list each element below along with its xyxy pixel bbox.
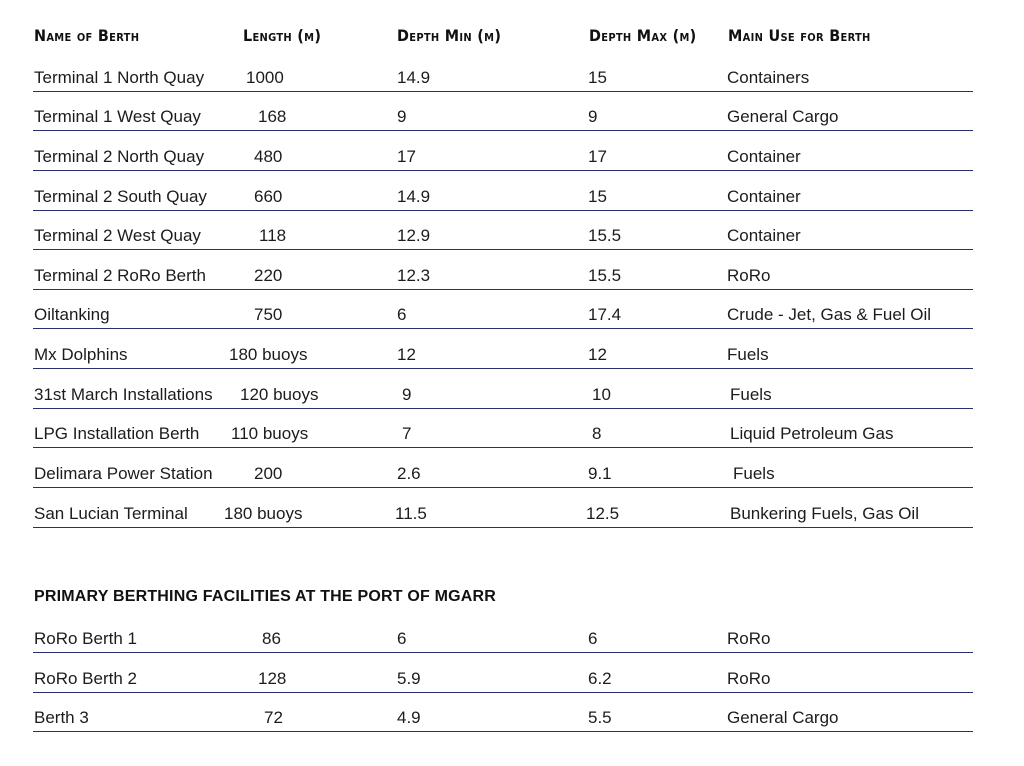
header-depth-max: Depth Max (m) [589,26,697,45]
table-row [0,99,1024,139]
cell-depth-min: 12 [397,345,416,364]
row-divider [33,731,973,732]
cell-depth-max: 12.5 [586,504,620,523]
cell-length: 86 [262,629,281,648]
cell-length: 750 [254,305,283,324]
cell-main-use: RoRo [727,266,771,285]
cell-depth-min: 14.9 [397,187,431,206]
table-row [0,60,1024,100]
table-row [0,700,1024,740]
row-divider [33,692,973,693]
row-divider [33,368,973,369]
cell-depth-min: 5.9 [397,669,421,688]
cell-main-use: Fuels [730,385,772,404]
cell-depth-max: 12 [588,345,607,364]
cell-main-use: Crude - Jet, Gas & Fuel Oil [727,305,932,324]
header-name-of-berth: Name of Berth [34,26,140,45]
cell-name: Mx Dolphins [34,345,128,364]
cell-name: Terminal 2 South Quay [34,187,207,206]
table-header [0,24,1024,50]
cell-main-use: Container [727,226,801,245]
section-title-mgarr: PRIMARY BERTHING FACILITIES AT THE PORT OF MGARR [34,588,497,605]
cell-depth-min: 6 [397,629,407,648]
row-divider [33,130,973,131]
cell-depth-min: 2.6 [397,464,421,483]
row-divider [33,210,973,211]
cell-depth-max: 17 [588,147,607,166]
cell-depth-max: 10 [592,385,611,404]
table-row [0,218,1024,258]
cell-main-use: Fuels [733,464,775,483]
cell-depth-min: 17 [397,147,416,166]
table-row [0,377,1024,417]
cell-depth-max: 6.2 [588,669,612,688]
cell-depth-min: 11.5 [395,504,427,523]
cell-depth-max: 5.5 [588,708,612,727]
cell-depth-min: 12.3 [397,266,431,285]
table-row [0,661,1024,701]
cell-name: 31st March Installations [34,385,213,404]
cell-name: Terminal 2 RoRo Berth [34,266,206,285]
row-divider [33,91,973,92]
cell-name: Terminal 1 North Quay [34,68,205,87]
row-divider [33,328,973,329]
cell-depth-max: 8 [592,424,602,443]
header-main-use: Main Use for Berth [728,26,871,45]
cell-main-use: Containers [727,68,810,87]
cell-depth-max: 15 [588,187,607,206]
cell-name: Delimara Power Station [34,464,213,483]
table-row [0,496,1024,536]
cell-depth-max: 6 [588,629,598,648]
cell-length: 180 buoys [224,504,303,523]
cell-main-use: Bunkering Fuels, Gas Oil [730,504,919,523]
row-divider [33,527,973,528]
cell-name: Oiltanking [34,305,110,324]
table-row [0,621,1024,661]
table-row [0,258,1024,298]
cell-main-use: General Cargo [727,708,839,727]
cell-name: LPG Installation Berth [34,424,200,443]
cell-length: 120 buoys [240,385,319,404]
cell-depth-max: 15 [588,68,607,87]
cell-name: San Lucian Terminal [34,504,188,523]
cell-name: Berth 3 [34,708,89,727]
cell-name: Terminal 2 West Quay [34,226,201,245]
cell-main-use: Container [727,187,801,206]
header-length: Length (m) [243,26,322,45]
row-divider [33,447,973,448]
cell-length: 1000 [246,68,284,87]
row-divider [33,249,973,250]
cell-main-use: RoRo [727,669,771,688]
cell-length: 480 [254,147,283,166]
cell-depth-min: 9 [402,385,412,404]
cell-length: 220 [254,266,283,285]
cell-depth-max: 9.1 [588,464,612,483]
cell-name: Terminal 2 North Quay [34,147,205,166]
cell-length: 660 [254,187,283,206]
cell-main-use: Container [727,147,801,166]
cell-depth-min: 9 [397,107,407,126]
cell-depth-max: 15.5 [588,226,622,245]
table-row [0,139,1024,179]
cell-depth-min: 7 [402,424,412,443]
cell-length: 200 [254,464,283,483]
cell-name: Terminal 1 West Quay [34,107,201,126]
row-divider [33,289,973,290]
cell-length: 128 [258,669,287,688]
cell-length: 118 [259,226,287,245]
row-divider [33,170,973,171]
table-row [0,179,1024,219]
cell-depth-max: 17.4 [588,305,622,324]
row-divider [33,487,973,488]
cell-name: RoRo Berth 1 [34,629,137,648]
cell-main-use: RoRo [727,629,771,648]
cell-main-use: Fuels [727,345,769,364]
cell-depth-min: 4.9 [397,708,421,727]
cell-main-use: General Cargo [727,107,839,126]
table-row [0,456,1024,496]
row-divider [33,652,973,653]
header-depth-min: Depth Min (m) [397,26,502,45]
cell-depth-max: 9 [588,107,598,126]
table-row [0,337,1024,377]
table-row [0,416,1024,456]
cell-name: RoRo Berth 2 [34,669,137,688]
row-divider [33,408,973,409]
cell-depth-min: 14.9 [397,68,431,87]
cell-length: 110 buoys [231,424,309,443]
cell-length: 180 buoys [229,345,308,364]
cell-length: 168 [258,107,287,126]
cell-depth-max: 15.5 [588,266,622,285]
cell-depth-min: 6 [397,305,407,324]
cell-depth-min: 12.9 [397,226,431,245]
cell-length: 72 [264,708,283,727]
table-row [0,297,1024,337]
cell-main-use: Liquid Petroleum Gas [730,424,894,443]
